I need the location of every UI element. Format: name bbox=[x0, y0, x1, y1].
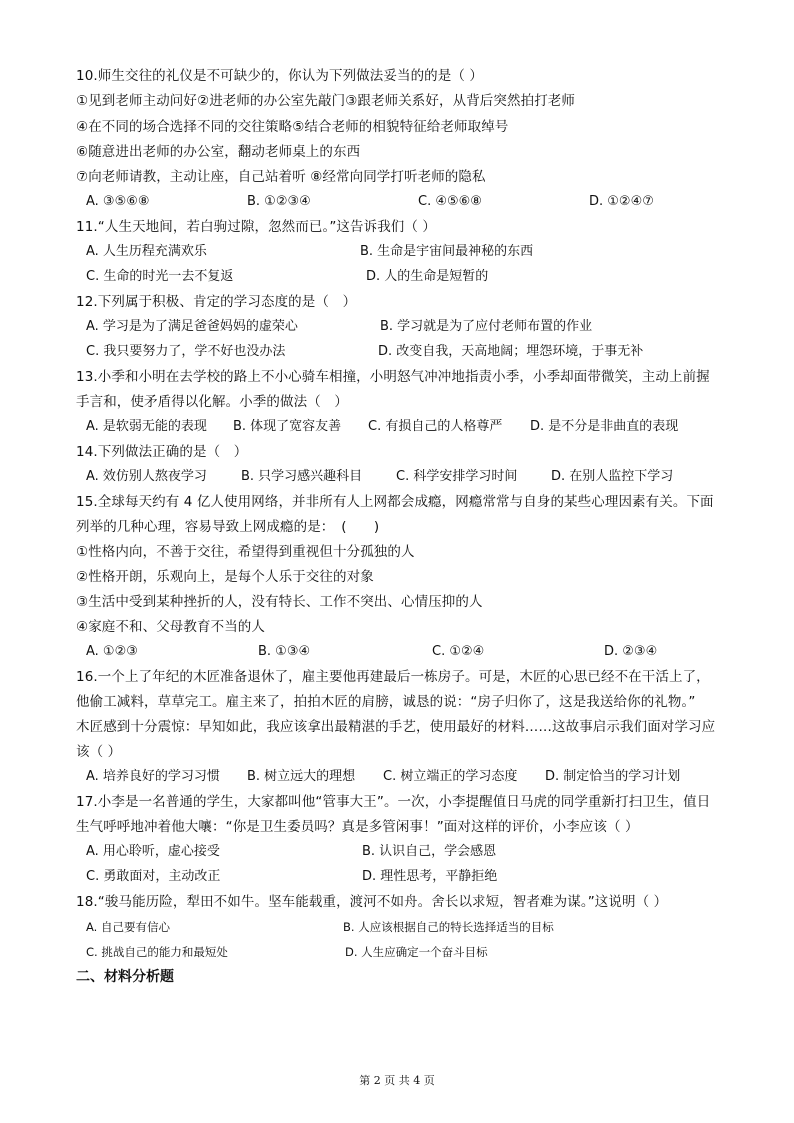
question-18-option-a: A. 自己要有信心 bbox=[86, 920, 170, 934]
question-17-stem: 生气呼呼地冲着他大嚷：“你是卫生委员吗？真是多管闲事！”面对这样的评价，小李应该（ ） bbox=[76, 819, 639, 835]
question-10-stem: 10.师生交往的礼仪是不可缺少的，你认为下列做法妥当的的是（ ） bbox=[76, 68, 483, 84]
question-10-option-a: A. ③⑤⑥⑧ bbox=[86, 194, 150, 209]
question-13-option-c: C. 有损自己的人格尊严 bbox=[368, 419, 503, 434]
question-14-option-a: A. 效仿别人熬夜学习 bbox=[86, 469, 207, 484]
question-16-option-b: B. 树立远大的理想 bbox=[247, 769, 356, 784]
question-15-option-b: B. ①③④ bbox=[258, 644, 311, 659]
question-18-option-d: D. 人生应确定一个奋斗目标 bbox=[345, 945, 488, 959]
question-10-item: ⑥随意进出老师的办公室，翻动老师桌上的东西 bbox=[76, 144, 361, 160]
question-13-option-d: D. 是不分是非曲直的表现 bbox=[530, 419, 679, 434]
page-footer: 第 2 页 共 4 页 bbox=[359, 1074, 435, 1087]
question-17-option-c: C. 勇敢面对，主动改正 bbox=[86, 869, 221, 884]
question-16-option-d: D. 制定恰当的学习计划 bbox=[545, 769, 681, 784]
question-13-stem: 13.小季和小明在去学校的路上不小心骑车相撞，小明怒气冲冲地指责小季，小季却面带微笑，主动上前握 bbox=[76, 369, 710, 385]
question-16-stem: 他偷工减料，草草完工。雇主来了，拍拍木匠的肩膀，诚恳的说：“房子归你了，这是我送给你的礼物。” bbox=[76, 694, 696, 710]
question-15-item: ②性格开朗，乐观向上，是每个人乐于交往的对象 bbox=[76, 569, 374, 585]
question-10-option-b: B. ①②③④ bbox=[247, 194, 311, 209]
question-17-option-b: B. 认识自己，学会感恩 bbox=[362, 844, 497, 859]
question-14-option-c: C. 科学安排学习时间 bbox=[396, 469, 518, 484]
question-13-stem: 手言和，使矛盾得以化解。小季的做法（ ） bbox=[76, 394, 348, 410]
question-14-stem: 14.下列做法正确的是（ ） bbox=[76, 444, 248, 460]
question-18-option-b: B. 人应该根据自己的特长选择适当的目标 bbox=[343, 920, 554, 934]
question-11-option-a: A. 人生历程充满欢乐 bbox=[86, 244, 207, 259]
question-16-stem: 16.一个上了年纪的木匠准备退休了，雇主要他再建最后一栋房子。可是，木匠的心思已经不在干活上了， bbox=[76, 669, 710, 685]
question-12-stem: 12.下列属于积极、肯定的学习态度的是（ ） bbox=[76, 294, 357, 310]
question-11-option-b: B. 生命是宇宙间最神秘的东西 bbox=[360, 244, 534, 259]
question-16-option-a: A. 培养良好的学习习惯 bbox=[86, 769, 220, 784]
question-12-option-a: A. 学习是为了满足爸爸妈妈的虚荣心 bbox=[86, 319, 298, 334]
question-15-option-a: A. ①②③ bbox=[86, 644, 138, 659]
question-11-option-d: D. 人的生命是短暂的 bbox=[366, 269, 489, 284]
question-10-item: ④在不同的场合选择不同的交往策略⑤结合老师的相貌特征给老师取绰号 bbox=[76, 119, 509, 135]
question-15-item: ③生活中受到某种挫折的人，没有特长、工作不突出、心情压抑的人 bbox=[76, 594, 483, 610]
question-15-item: ④家庭不和、父母教育不当的人 bbox=[76, 619, 266, 635]
question-10-option-d: D. ①②④⑦ bbox=[589, 194, 654, 209]
question-15-stem: 列举的几种心理，容易导致上网成瘾的是： ( ) bbox=[76, 519, 380, 535]
question-17-option-a: A. 用心聆听，虚心接受 bbox=[86, 844, 220, 859]
question-10-option-c: C. ④⑤⑥⑧ bbox=[418, 194, 482, 209]
question-16-stem: 木匠感到十分震惊：早知如此，我应该拿出最精湛的手艺，使用最好的材料……这故事启示我们面对学习应 bbox=[76, 719, 716, 735]
question-15-option-d: D. ②③④ bbox=[604, 644, 658, 659]
section-heading: 二、材料分析题 bbox=[76, 969, 174, 985]
question-16-stem: 该（ ） bbox=[76, 744, 122, 760]
question-11-option-c: C. 生命的时光一去不复返 bbox=[86, 269, 234, 284]
question-17-stem: 17.小李是一名普通的学生，大家都叫他“管事大王”。一次，小李提醒值日马虎的同学重新打扫卫生，值日 bbox=[76, 794, 711, 810]
question-15-item: ①性格内向，不善于交往，希望得到重视但十分孤独的人 bbox=[76, 544, 415, 560]
question-15-option-c: C. ①②④ bbox=[432, 644, 485, 659]
question-14-option-b: B. 只学习感兴趣科目 bbox=[241, 469, 363, 484]
question-18-stem: 18.“骏马能历险，犁田不如牛。坚车能载重，渡河不如舟。舍长以求短，智者难为谋。”这说明（ ） bbox=[76, 894, 668, 910]
question-15-stem: 15.全球每天约有 4 亿人使用网络，并非所有人上网都会成瘾，网瘾常常与自身的某些心理因素有关。下面 bbox=[76, 494, 714, 510]
question-12-option-b: B. 学习就是为了应付老师布置的作业 bbox=[380, 319, 593, 334]
question-10-item: ⑦向老师请教，主动让座，自己站着听 ⑧经常向同学打听老师的隐私 bbox=[76, 169, 486, 185]
question-12-option-c: C. 我只要努力了，学不好也没办法 bbox=[86, 344, 286, 359]
question-10-item: ①见到老师主动问好②进老师的办公室先敲门③跟老师关系好，从背后突然拍打老师 bbox=[76, 93, 576, 109]
question-13-option-b: B. 体现了宽容友善 bbox=[233, 419, 342, 434]
question-11-stem: 11.“人生天地间，若白驹过隙，忽然而已。”这告诉我们（ ） bbox=[76, 219, 436, 235]
question-13-option-a: A. 是软弱无能的表现 bbox=[86, 419, 207, 434]
question-12-option-d: D. 改变自我，天高地阔；埋怨环境，于事无补 bbox=[378, 344, 644, 359]
question-16-option-c: C. 树立端正的学习态度 bbox=[383, 769, 518, 784]
question-14-option-d: D. 在别人监控下学习 bbox=[551, 469, 674, 484]
question-17-option-d: D. 理性思考，平静拒绝 bbox=[362, 869, 498, 884]
question-18-option-c: C. 挑战自己的能力和最短处 bbox=[86, 945, 228, 959]
